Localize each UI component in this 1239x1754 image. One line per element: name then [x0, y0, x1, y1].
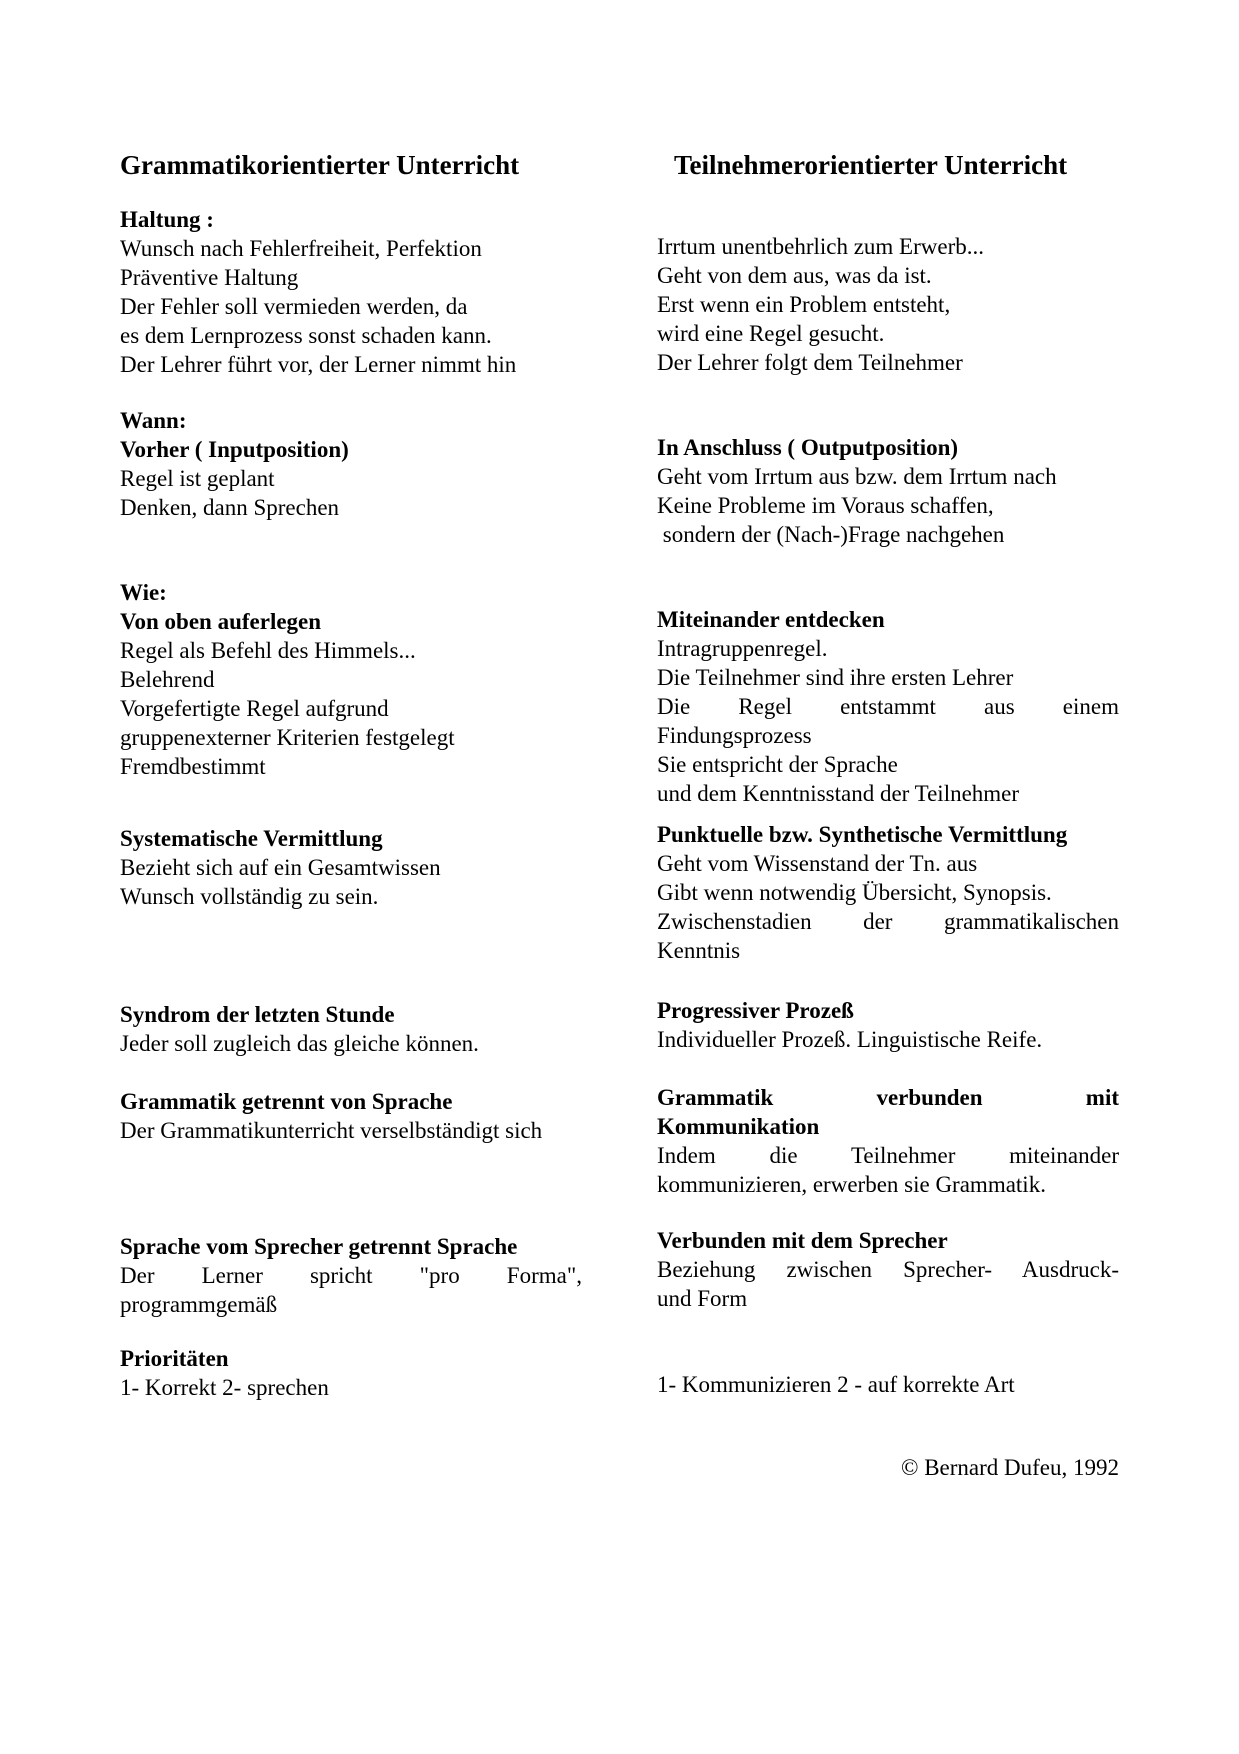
right-wie-line: Die Teilnehmer sind ihre ersten Lehrer: [657, 665, 1014, 690]
right-progressiv-line: Individueller Prozeß. Linguistische Reife.: [657, 1027, 1043, 1052]
right-grammatik-section: [657, 1083, 1119, 1199]
left-wann-line: Regel ist geplant: [120, 466, 275, 491]
right-verbunden-line: und Form: [657, 1286, 748, 1311]
right-wann-line: Geht vom Irrtum aus bzw. dem Irrtum nach: [657, 464, 1057, 489]
left-haltung-line: Wunsch nach Fehlerfreiheit, Perfektion: [120, 236, 482, 261]
right-wann-section: [657, 433, 1119, 549]
left-haltung-line: Präventive Haltung: [120, 265, 299, 290]
left-wie-label: Wie:: [120, 580, 167, 605]
right-grammatik-title: Kommunikation: [657, 1114, 820, 1139]
left-sprache-section: [120, 1232, 582, 1319]
right-wie-line: Findungsprozess: [657, 723, 812, 748]
left-prioritaeten-title: Prioritäten: [120, 1346, 229, 1371]
right-punktuell-section: [657, 820, 1119, 965]
right-grammatik-title: Grammatik verbunden mit: [657, 1085, 1119, 1110]
right-progressiv-section: [657, 996, 1119, 1054]
right-grammatik-line: Indem die Teilnehmer miteinander: [657, 1143, 1119, 1168]
right-haltung-section: [657, 232, 1119, 377]
right-haltung-line: Der Lehrer folgt dem Teilnehmer: [657, 350, 963, 375]
left-grammatik-line: Der Grammatikunterricht verselbständigt sich: [120, 1118, 543, 1143]
right-wie-section: [657, 605, 1119, 808]
right-prioritaeten-section: [657, 1370, 1119, 1399]
left-prioritaeten-line: 1- Korrekt 2- sprechen: [120, 1375, 329, 1400]
right-punktuell-line: Geht vom Wissenstand der Tn. aus: [657, 851, 978, 876]
left-wann-section: [120, 406, 582, 522]
right-haltung-line: Irrtum unentbehrlich zum Erwerb...: [657, 234, 984, 259]
left-wie-title: Von oben auferlegen: [120, 609, 322, 634]
left-wie-line: Belehrend: [120, 667, 215, 692]
left-wann-line: Denken, dann Sprechen: [120, 495, 340, 520]
left-sprache-title: Sprache vom Sprecher getrennt Sprache: [120, 1234, 518, 1259]
left-systematisch-line: Wunsch vollständig zu sein.: [120, 884, 379, 909]
copyright-notice: © Bernard Dufeu, 1992: [900, 1455, 1119, 1480]
left-grammatik-title: Grammatik getrennt von Sprache: [120, 1089, 453, 1114]
right-verbunden-section: [657, 1226, 1119, 1313]
left-wie-line: Regel als Befehl des Himmels...: [120, 638, 416, 663]
left-wie-section: [120, 578, 582, 781]
left-systematisch-title: Systematische Vermittlung: [120, 826, 383, 851]
right-verbunden-title: Verbunden mit dem Sprecher: [657, 1228, 948, 1253]
right-wie-line: Intragruppenregel.: [657, 636, 828, 661]
right-wann-line: sondern der (Nach-)Frage nachgehen: [657, 522, 1005, 547]
left-syndrom-title: Syndrom der letzten Stunde: [120, 1002, 395, 1027]
right-wie-title: Miteinander entdecken: [657, 607, 885, 632]
left-sprache-line: programmgemäß: [120, 1292, 278, 1317]
right-haltung-line: Erst wenn ein Problem entsteht,: [657, 292, 951, 317]
left-haltung-line: Der Lehrer führt vor, der Lerner nimmt hin: [120, 352, 517, 377]
right-wann-title: In Anschluss ( Outputposition): [657, 435, 959, 460]
left-haltung-line: es dem Lernprozess sonst schaden kann.: [120, 323, 492, 348]
right-punktuell-line: Zwischenstadien der grammatikalischen: [657, 909, 1119, 934]
right-heading: Teilnehmerorientierter Unterricht: [674, 150, 1068, 180]
left-wie-line: gruppenexterner Kriterien festgelegt: [120, 725, 455, 750]
left-systematisch-line: Bezieht sich auf ein Gesamtwissen: [120, 855, 441, 880]
left-wie-line: Vorgefertigte Regel aufgrund: [120, 696, 389, 721]
left-grammatik-section: [120, 1087, 582, 1145]
left-syndrom-line: Jeder soll zugleich das gleiche können.: [120, 1031, 479, 1056]
right-progressiv-title: Progressiver Prozeß: [657, 998, 854, 1023]
right-wie-line: Sie entspricht der Sprache: [657, 752, 898, 777]
right-grammatik-line: kommunizieren, erwerben sie Grammatik.: [657, 1172, 1046, 1197]
left-sprache-line: Der Lerner spricht "pro Forma",: [120, 1263, 582, 1288]
left-wie-line: Fremdbestimmt: [120, 754, 266, 779]
left-haltung-section: [120, 205, 582, 379]
right-haltung-line: Geht von dem aus, was da ist.: [657, 263, 932, 288]
right-wann-line: Keine Probleme im Voraus schaffen,: [657, 493, 994, 518]
right-punktuell-line: Kenntnis: [657, 938, 741, 963]
right-haltung-line: wird eine Regel gesucht.: [657, 321, 885, 346]
left-wann-label: Wann:: [120, 408, 187, 433]
left-haltung-label: Haltung :: [120, 207, 214, 232]
left-syndrom-section: [120, 1000, 582, 1058]
right-verbunden-line: Beziehung zwischen Sprecher- Ausdruck-: [657, 1257, 1119, 1282]
right-wie-line: und dem Kenntnisstand der Teilnehmer: [657, 781, 1020, 806]
left-heading: Grammatikorientierter Unterricht: [120, 150, 520, 180]
left-prioritaeten-section: [120, 1344, 582, 1402]
right-prioritaeten-line: 1- Kommunizieren 2 - auf korrekte Art: [657, 1372, 1015, 1397]
right-punktuell-line: Gibt wenn notwendig Übersicht, Synopsis.: [657, 880, 1052, 905]
left-haltung-line: Der Fehler soll vermieden werden, da: [120, 294, 468, 319]
right-punktuell-title: Punktuelle bzw. Synthetische Vermittlung: [657, 822, 1068, 847]
right-wie-line: Die Regel entstammt aus einem: [657, 694, 1119, 719]
left-wann-title: Vorher ( Inputposition): [120, 437, 349, 462]
left-systematisch-section: [120, 824, 582, 911]
